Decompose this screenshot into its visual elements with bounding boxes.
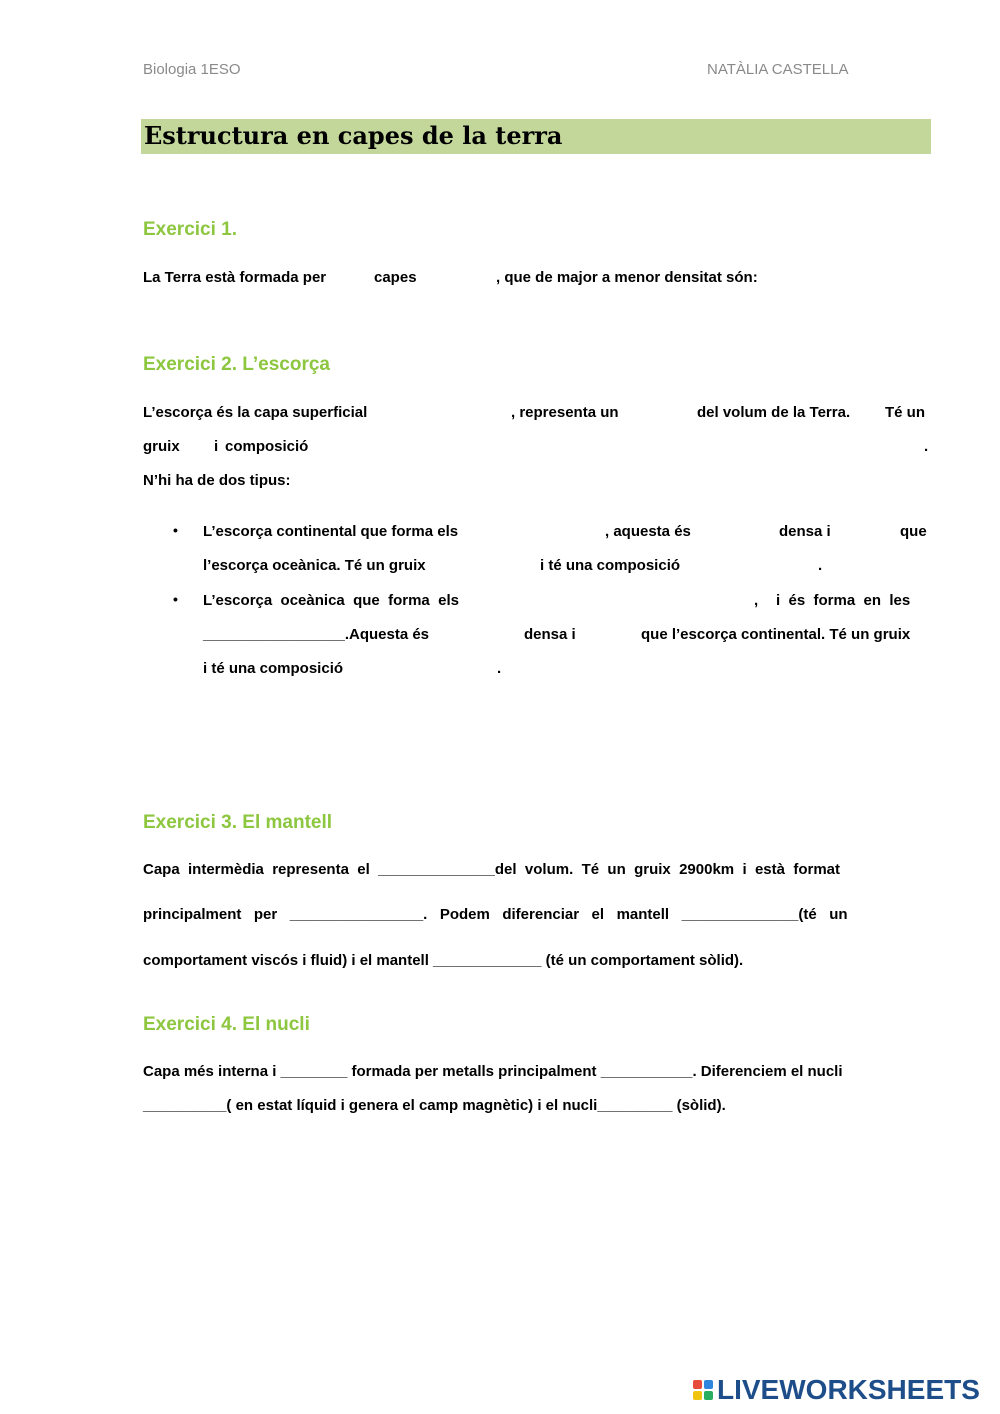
b1-l2-b: i té una composició <box>540 557 681 574</box>
ex4-line-1: Capa més interna i ________ formada per metalls principalment ___________. Diferenciem el nucli <box>143 1063 843 1080</box>
ex4-line-2: __________( en estat líquid i genera el camp magnètic) i el nucli_________ (sòlid). <box>143 1097 726 1114</box>
b1-l1-a: L’escorça continental que forma els <box>203 523 459 540</box>
liveworksheets-logo-text: LIVEWORKSHEETS <box>717 1374 980 1405</box>
ex3-line-1: Capa intermèdia representa el ______________del volum. Té un gruix 2900km i està format <box>143 861 840 878</box>
ex2-p1-b: , representa un <box>511 404 619 421</box>
b1-l2-a: l’escorça oceànica. Té un gruix <box>203 557 426 574</box>
b2-l3-b: . <box>497 660 502 677</box>
liveworksheets-logo-icon <box>693 1380 713 1400</box>
b2-l1-b: , <box>754 592 759 609</box>
liveworksheets-logo[interactable] <box>693 1375 980 1405</box>
exercise-1-heading: Exercici 1. <box>143 219 238 240</box>
bullet-icon: • <box>173 591 178 607</box>
ex1-text-b: capes <box>374 269 417 286</box>
logo-square-yellow <box>693 1391 702 1400</box>
logo-square-blue <box>704 1380 713 1389</box>
ex2-p3: N’hi ha de dos tipus: <box>143 472 291 489</box>
exercise-4-heading: Exercici 4. El nucli <box>143 1014 310 1035</box>
logo-square-red <box>693 1380 702 1389</box>
b2-l2-a: _________________.Aquesta és <box>203 626 430 643</box>
exercise-3-heading: Exercici 3. El mantell <box>143 812 333 833</box>
header-subject: Biologia 1ESO <box>143 61 241 78</box>
exercise-2-heading: Exercici 2. L’escorça <box>143 354 330 375</box>
ex1-text-a: La Terra està formada per <box>143 269 327 286</box>
b2-l2-c: que l’escorça continental. Té un gruix <box>641 626 911 643</box>
ex2-p2-d: . <box>924 438 929 455</box>
logo-square-green <box>704 1391 713 1400</box>
ex2-p2-a: gruix <box>143 438 180 455</box>
ex1-text-c: , que de major a menor densitat són: <box>496 269 758 286</box>
b2-l3-a: i té una composició <box>203 660 344 677</box>
header-author: NATÀLIA CASTELLA <box>707 61 849 78</box>
b2-l2-b: densa i <box>524 626 576 643</box>
ex2-p1-c: del volum de la Terra. <box>697 404 851 421</box>
b1-l1-b: , aquesta és <box>605 523 691 540</box>
ex2-p2-c: composició <box>225 438 309 455</box>
ex2-p2-b: i <box>214 438 219 455</box>
page-title: Estructura en capes de la terra <box>144 121 563 150</box>
ex2-p1-d: Té un <box>885 404 925 421</box>
b2-l1-c: i és forma en les <box>776 592 911 609</box>
b1-l2-c: . <box>818 557 823 574</box>
b1-l1-c: densa i <box>779 523 831 540</box>
b1-l1-d: que <box>900 523 927 540</box>
b2-l1-a: L’escorça oceànica que forma els <box>203 592 459 609</box>
ex3-line-3: comportament viscós i fluid) i el mantell _____________ (té un comportament sòlid). <box>143 952 744 969</box>
title-banner <box>141 119 931 154</box>
ex3-line-2: principalment per ________________. Podem diferenciar el mantell ______________(té un <box>143 906 848 923</box>
ex2-p1-a: L’escorça és la capa superficial <box>143 404 368 421</box>
bullet-icon: • <box>173 522 178 538</box>
